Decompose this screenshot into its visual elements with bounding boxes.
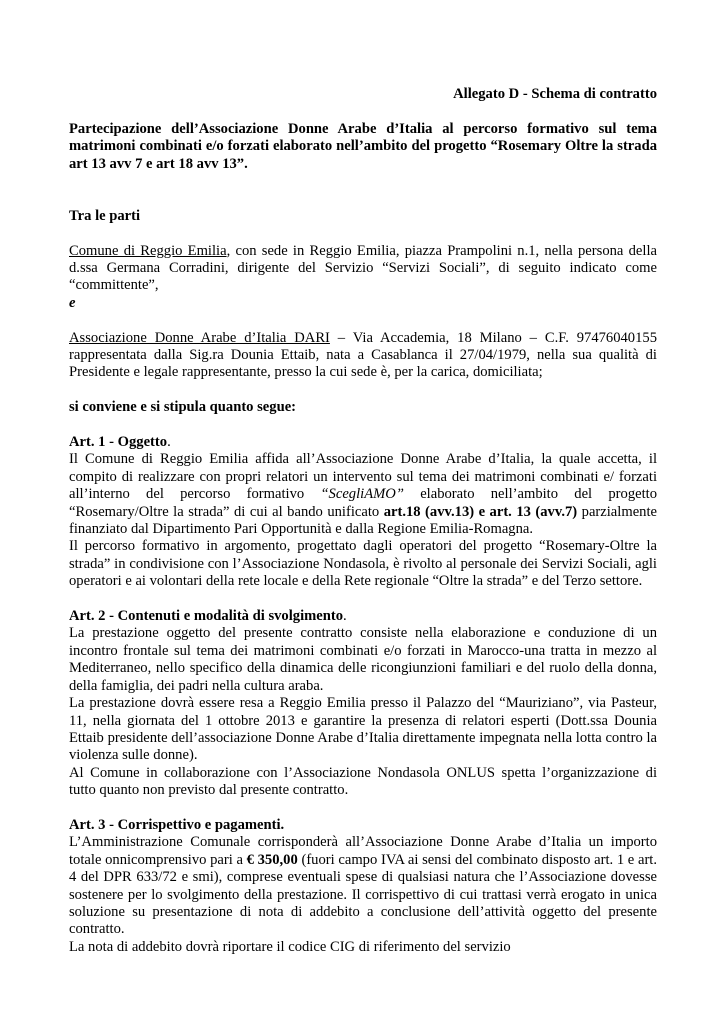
art1-paragraph-2: Il percorso formativo in argomento, progettato dagli operatori del progetto “Rosemary-Oltre la strada” in condivisione con l’Associazione Nondasola, è rivolto al personale dei Servizi Sociali, agli operatori e ai volontari della rete locale e della Rete regionale “Oltre la strada” e del Terzo settore.	[69, 538, 657, 590]
art1-p1-a: Il Comune di Reggio Emilia affida all’Associazione Donne Arabe d’Italia, la quale accetta, il compito di realizzare con propri relatori un intervento sul tema dei matrimoni combinati e/ forzati all’interno del percorso formativo	[69, 451, 657, 503]
art2-heading-end: .	[343, 608, 347, 625]
conjunction: e	[69, 294, 76, 311]
art2-paragraph-3: Al Comune in collaborazione con l’Associazione Nondasola ONLUS spetta l’organizzazione di tutto quanto non previsto dal presente contratto.	[69, 764, 657, 799]
party2-name: Associazione Donne Arabe d’Italia DARI	[69, 329, 330, 346]
party-association	[69, 330, 657, 382]
art2-heading	[69, 608, 657, 625]
art3-heading: Art. 3 - Corrispettivo e pagamenti.	[69, 816, 285, 833]
party1-text: , con sede in Reggio Emilia, piazza Prampolini n.1, nella persona della d.ssa Germana Corradini, dirigente del Servizio “Servizi Sociali”, di seguito indicato come “committente”,	[69, 242, 657, 294]
art3-p1-b: (fuori campo IVA ai sensi del combinato disposto art. 1 e art. 4 del DPR 633/72 e smi), comprese eventuali spese di qualsiasi natura che l’Associazione dovesse sostenere per lo svolgimento della prestazione. Il corrispettivo di cui trattasi verrà erogato in unica soluzione su presentazione di nota di addebito a conclusione dell’attività oggetto del presente contratto.	[69, 851, 658, 938]
art1-heading-text: Art. 1 - Oggetto	[69, 434, 168, 451]
contract-page	[69, 86, 657, 956]
art3-paragraph-1	[69, 834, 657, 938]
art2-paragraph-2: La prestazione dovrà essere resa a Reggio Emilia presso il Palazzo del “Mauriziano”, via Pasteur, 11, nella giornata del 1 ottobre 2013 e garantire la presenza di relatori esperti (Dott.ssa Dounia Ettaib presidente dell’associazione Donne Arabe d’Italia direttamente impegnata nella lotta contro la violenza sulle donne).	[69, 695, 657, 764]
art2-paragraph-1: La prestazione oggetto del presente contratto consiste nella elaborazione e conduzione di un incontro frontale sul tema dei matrimoni combinati e/o forzati in Marocco-una tratta in mezzo al Mediterraneo, nello specifico della dinamica delle ricongiunzioni familiari e del ruolo della donna, della famiglia, dei padri nella cultura araba.	[69, 625, 657, 694]
payment-amount: € 350,00	[246, 851, 298, 868]
course-name: “ScegliAMO”	[320, 486, 404, 503]
art1-heading	[69, 434, 657, 451]
art1-paragraph-1	[69, 451, 657, 538]
art1-p1-c: parzialmente finanziato dal Dipartimento Pari Opportunità e dalla Regione Emilia-Romagna.	[69, 503, 657, 538]
art1-law-reference: art.18 (avv.13) e art. 13 (avv.7)	[383, 503, 578, 520]
art3-paragraph-2: La nota di addebito dovrà riportare il codice CIG di riferimento del servizio	[69, 938, 511, 955]
annex-label: Allegato D - Schema di contratto	[453, 86, 657, 102]
parties-heading: Tra le parti	[69, 207, 141, 224]
art1-heading-end: .	[167, 434, 171, 451]
party2-text: – Via Accademia, 18 Milano – C.F. 97476040155 rappresentata dalla Sig.ra Dounia Ettaib, nata a Casablanca il 27/04/1979, nella sua qualità di Presidente e legale rappresentante, presso la cui sede è, per la carica, domiciliata;	[69, 329, 657, 381]
agreement-statement: si conviene e si stipula quanto segue:	[69, 399, 297, 416]
art1-p1-b: elaborato nell’ambito del progetto “Rosemary/Oltre la strada” di cui al bando unificato	[69, 486, 658, 520]
art3-p1-a: L’Amministrazione Comunale corrisponderà all’Associazione Donne Arabe d’Italia un importo totale onnicomprensivo pari a	[69, 834, 657, 868]
art2-heading-text: Art. 2 - Contenuti e modalità di svolgimento	[69, 608, 344, 625]
party-committente	[69, 243, 657, 295]
contract-title: Partecipazione dell’Associazione Donne Arabe d’Italia al percorso formativo sul tema matrimoni combinati e/o forzati elaborato nell’ambito del progetto “Rosemary Oltre la strada art 13 avv 7 e art 18 avv 13”.	[69, 120, 657, 172]
party1-name: Comune di Reggio Emilia	[69, 242, 227, 259]
